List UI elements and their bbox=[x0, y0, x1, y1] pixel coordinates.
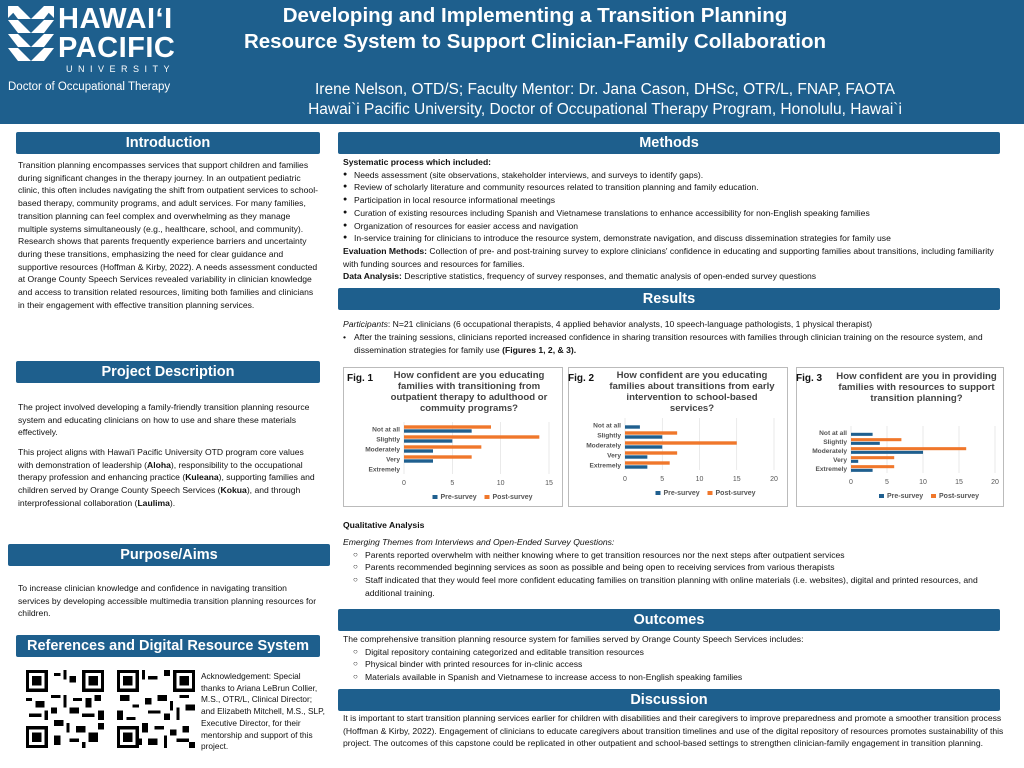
legend-label: Pre-survey bbox=[440, 494, 477, 501]
bar-post-survey bbox=[625, 441, 737, 444]
theme-item: ○ Staff indicated that they would feel more confident educating families on transition planning with online materials (i.e. websites), digital and printed resources, and additional training. bbox=[343, 574, 1001, 599]
value-aloha: Aloha bbox=[146, 459, 171, 470]
figure-3-chart bbox=[797, 368, 1005, 508]
project-description-para-2 bbox=[18, 446, 318, 510]
bar-post-survey bbox=[851, 456, 894, 459]
category-label: Extremely bbox=[589, 462, 621, 470]
x-tick-label: 15 bbox=[545, 480, 553, 487]
bar-post-survey bbox=[404, 425, 491, 428]
purpose-heading: Purpose/Aims bbox=[8, 544, 330, 566]
title-line-2: Resource System to Support Clinician-Family Collaboration bbox=[243, 30, 827, 53]
figure-1-chart bbox=[344, 368, 564, 508]
category-label: Extremely bbox=[815, 466, 847, 473]
x-tick-label: 0 bbox=[849, 479, 853, 486]
introduction-heading: Introduction bbox=[16, 132, 320, 154]
outcome-item: ○ Physical binder with printed resources for in-clinic access bbox=[343, 658, 1001, 671]
results-heading: Results bbox=[338, 288, 1000, 310]
x-tick-label: 0 bbox=[623, 476, 627, 483]
poster-title bbox=[190, 3, 880, 55]
x-tick-label: 15 bbox=[955, 479, 963, 486]
legend-swatch bbox=[708, 491, 713, 495]
legend-label: Pre-survey bbox=[887, 493, 924, 500]
category-label: Slightly bbox=[376, 436, 400, 444]
legend-label: Post-survey bbox=[715, 490, 756, 497]
bar-pre-survey bbox=[625, 425, 640, 428]
outcomes-body bbox=[343, 633, 1001, 684]
figure-2-title: How confident are you educating families about transitions from early intervention to school-based services? bbox=[609, 370, 775, 414]
bar-pre-survey bbox=[625, 435, 662, 438]
figure-2 bbox=[568, 367, 788, 507]
outcomes-list bbox=[343, 646, 1001, 684]
discussion-body: It is important to start transition planning services earlier for children with disabilities and their caregivers to improve preparedness and promote a smoother transition process (Hoffman & Kirby, 2022). Engagement of clinicians to educate caregivers about transition timelines and use of the digital repository of resources promotes sustainability of this project. The outcomes of this capstone could be replicated in other outpatient and school-based settings to strengthen clinician-family engagement in transition planning. bbox=[343, 713, 1004, 749]
evaluation-label: Evaluation Methods: bbox=[343, 245, 428, 256]
logo-mark-icon bbox=[8, 6, 54, 70]
x-tick-label: 5 bbox=[885, 479, 889, 486]
methods-item: ● In-service training for clinicians to introduce the resource system, demonstrate navigation, and discuss dissemination strategies for family use bbox=[343, 232, 1001, 245]
category-label: Not at all bbox=[819, 430, 847, 437]
bar-pre-survey bbox=[851, 460, 858, 463]
theme-item: ○ Parents recommended beginning services as soon as possible and being open to receiving services from various therapists bbox=[343, 561, 1001, 574]
value-kokua: Kokua bbox=[220, 485, 247, 496]
themes-heading: Emerging Themes from Interviews and Open-Ended Survey Questions: bbox=[343, 537, 615, 547]
bar-post-survey bbox=[404, 445, 481, 448]
outcomes-intro: The comprehensive transition planning resource system for families served by Orange County Speech Services includes: bbox=[343, 634, 804, 644]
data-analysis-text: Descriptive statistics, frequency of survey responses, and thematic analysis of open-ended survey questions bbox=[401, 271, 817, 282]
qualitative-heading: Qualitative Analysis bbox=[343, 520, 425, 530]
bar-pre-survey bbox=[851, 433, 873, 436]
outcome-item: ○ Materials available in Spanish and Vietnamese to increase access to non-English speaking families bbox=[343, 671, 1001, 684]
finding-text: After the training sessions, clinicians reported increased confidence in sharing transition resources with families through clinician training on the resource system, and dissemination strategies for family use bbox=[354, 332, 983, 355]
outcome-item: ○ Digital repository containing categorized and editable transition resources bbox=[343, 646, 1001, 659]
x-tick-label: 5 bbox=[660, 476, 665, 483]
legend-swatch bbox=[879, 494, 884, 498]
category-label: Very bbox=[607, 452, 621, 460]
purpose-body: To increase clinician knowledge and confidence in navigating transition services by developing accessible multimedia transition planning resources for children. bbox=[18, 583, 317, 619]
bar-post-survey bbox=[851, 447, 966, 450]
logo-wordmark-hawaii: HAWAIʻI bbox=[58, 3, 173, 35]
qr-code-references-icon[interactable] bbox=[26, 670, 104, 748]
bar-pre-survey bbox=[851, 469, 873, 472]
program-name: Doctor of Occupational Therapy bbox=[8, 81, 171, 93]
participants-text: : N=21 clinicians (6 occupational therapists, 4 applied behavior analysts, 10 speech-language pathologists, 1 physical therapist) bbox=[387, 319, 873, 329]
title-line-1: Developing and Implementing a Transition Planning bbox=[282, 4, 788, 27]
poster-header bbox=[0, 0, 1024, 124]
methods-item: ● Review of scholarly literature and community resources related to transition planning and family education. bbox=[343, 181, 1001, 194]
figure-3-title: How confident are you in providing families with resources to support transition planning? bbox=[836, 371, 997, 404]
x-tick-label: 10 bbox=[695, 476, 704, 483]
x-tick-label: 10 bbox=[496, 480, 505, 487]
bar-pre-survey bbox=[625, 445, 662, 448]
pd-text-b: ), responsibility to the occupational therapy profession and enhancing practice ( bbox=[18, 459, 303, 483]
qualitative-body bbox=[343, 536, 1001, 600]
bar-post-survey bbox=[851, 438, 901, 441]
results-finding bbox=[343, 331, 1001, 356]
project-description-heading: Project Description bbox=[16, 361, 320, 383]
bar-post-survey bbox=[404, 435, 539, 438]
logo-wordmark-university: UNIVERSITY bbox=[66, 64, 176, 74]
legend-swatch bbox=[931, 494, 936, 498]
figure-1 bbox=[343, 367, 563, 507]
x-tick-label: 5 bbox=[450, 480, 455, 487]
category-label: Extremely bbox=[368, 466, 400, 474]
introduction-body: Transition planning encompasses services that support children and families during significant changes in the therapy journey. In an outpatient pediatric clinic, this often includes navigating the shift from outpatient services to school-based therapy, community programs, and adult services. For many families, transition planning can feel complex and overwhelming as they manage multiple systems simultaneously (e.g., healthcare, school, and community). Research shows that parents frequently experience barriers and uncertainty during these transitions, emphasizing the need for clear guidance and supportive resources (Hoffman & Kirby, 2022). A needs assessment conducted at Orange County Speech Services revealed variability in clinician knowledge and access to transition related resources, limiting both families and clinicians in their engagement with effective transition planning services. bbox=[18, 160, 318, 310]
category-label: Slightly bbox=[597, 432, 621, 440]
pd-text-a: This project aligns with Hawai'i Pacific University OTD program core values with demonstration of leadership ( bbox=[18, 447, 304, 470]
legend-swatch bbox=[485, 495, 490, 499]
results-participants bbox=[343, 318, 1001, 331]
category-label: Moderately bbox=[586, 442, 621, 450]
bar-post-survey bbox=[625, 461, 670, 464]
affiliation: Hawai`i Pacific University, Doctor of Occupational Therapy Program, Honolulu, Hawai`i bbox=[308, 101, 902, 118]
bar-pre-survey bbox=[404, 449, 433, 452]
bar-post-survey bbox=[404, 455, 472, 458]
methods-heading: Methods bbox=[338, 132, 1000, 154]
acknowledgement: Acknowledgement: Special thanks to Ariana LeBrun Collier, M.S., OTR/L, Clinical Director; and Elizabeth Mitchell, M.S., SLP, Executive Director, for their mentorship and support of this project. bbox=[201, 671, 325, 752]
bar-post-survey bbox=[625, 431, 677, 434]
figure-3-label: Fig. 3 bbox=[796, 373, 823, 384]
x-tick-label: 0 bbox=[402, 480, 406, 487]
legend-swatch bbox=[656, 491, 661, 495]
themes-list bbox=[343, 549, 1001, 600]
bar-post-survey bbox=[625, 451, 677, 454]
authors: Irene Nelson, OTD/S; Faculty Mentor: Dr. Jana Cason, DHSc, OTR/L, FNAP, FAOTA bbox=[314, 81, 895, 98]
category-label: Not at all bbox=[593, 422, 621, 430]
methods-item: ● Curation of existing resources including Spanish and Vietnamese translations to enhance accessibility for non-English speaking families bbox=[343, 207, 1001, 220]
legend-label: Post-survey bbox=[939, 493, 980, 500]
bar-pre-survey bbox=[851, 442, 880, 445]
figure-1-title: How confident are you educating families with transitioning from outpatient therapy to adulthood or commuity programs? bbox=[390, 370, 548, 414]
participants-label: Participants bbox=[343, 319, 388, 329]
pd-text-c: ), supporting families and children served by Orange County Speech Services ( bbox=[18, 472, 315, 496]
figure-2-label: Fig. 2 bbox=[568, 373, 595, 384]
x-tick-label: 20 bbox=[770, 476, 778, 483]
category-label: Not at all bbox=[372, 426, 400, 434]
qr-code-resources-icon[interactable] bbox=[117, 670, 195, 748]
x-tick-label: 15 bbox=[732, 476, 741, 483]
category-label: Moderately bbox=[365, 446, 400, 454]
methods-list bbox=[343, 169, 1001, 245]
bar-pre-survey bbox=[851, 451, 923, 454]
x-tick-label: 10 bbox=[919, 479, 927, 486]
outcomes-heading: Outcomes bbox=[338, 609, 1000, 631]
author-block bbox=[190, 80, 1020, 120]
hpu-logo bbox=[6, 4, 186, 104]
bar-pre-survey bbox=[404, 459, 433, 462]
finding-bullet: • bbox=[343, 332, 347, 342]
methods-intro: Systematic process which included: bbox=[343, 157, 492, 167]
data-analysis bbox=[343, 270, 1001, 283]
value-laulima: Laulima bbox=[137, 497, 170, 508]
bar-pre-survey bbox=[625, 465, 647, 468]
references-heading: References and Digital Resource System bbox=[16, 635, 320, 657]
pd-text-e: ). bbox=[169, 497, 176, 508]
evaluation-text: Collection of pre- and post-training survey to explore clinicians' confidence in educating and supporting families about transitions, including familiarity with funding sources and resources for families. bbox=[343, 245, 994, 269]
bar-post-survey bbox=[851, 465, 894, 468]
logo-wordmark-pacific: PACIFIC bbox=[58, 32, 176, 64]
theme-item: ○ Parents reported overwhelm with neither knowing where to get transition resources nor the next steps after outpatient services bbox=[343, 549, 1001, 562]
category-label: Very bbox=[833, 457, 847, 464]
x-tick-label: 20 bbox=[991, 479, 999, 486]
pd-text-d: ), and through interprofessional collaboration ( bbox=[18, 485, 301, 508]
evaluation-methods bbox=[343, 245, 1001, 270]
legend-label: Post-survey bbox=[492, 494, 533, 501]
category-label: Very bbox=[386, 456, 400, 464]
methods-item: ● Participation in local resource informational meetings bbox=[343, 194, 1001, 207]
data-analysis-label: Data Analysis: bbox=[343, 271, 402, 282]
methods-item: ● Organization of resources for easier access and navigation bbox=[343, 220, 1001, 233]
legend-label: Pre-survey bbox=[663, 490, 700, 497]
category-label: Moderately bbox=[812, 448, 847, 455]
bar-pre-survey bbox=[404, 439, 452, 442]
project-description-para-1: The project involved developing a family-friendly transition planning resource system and educating clinicians on how to use and share these materials effectively. bbox=[18, 402, 310, 438]
finding-figures: (Figures 1, 2, & 3). bbox=[502, 344, 577, 355]
category-label: Slightly bbox=[823, 439, 847, 446]
methods-item: ● Needs assessment (site observations, stakeholder interviews, and surveys to identify gaps). bbox=[343, 169, 1001, 182]
figure-2-chart bbox=[569, 368, 789, 508]
bar-pre-survey bbox=[625, 455, 647, 458]
legend-swatch bbox=[433, 495, 438, 499]
bar-pre-survey bbox=[404, 429, 472, 432]
value-kuleana: Kuleana bbox=[185, 472, 219, 483]
figure-1-label: Fig. 1 bbox=[347, 373, 374, 384]
figure-3 bbox=[796, 367, 1004, 507]
discussion-heading: Discussion bbox=[338, 689, 1000, 711]
methods-body bbox=[343, 156, 1001, 283]
